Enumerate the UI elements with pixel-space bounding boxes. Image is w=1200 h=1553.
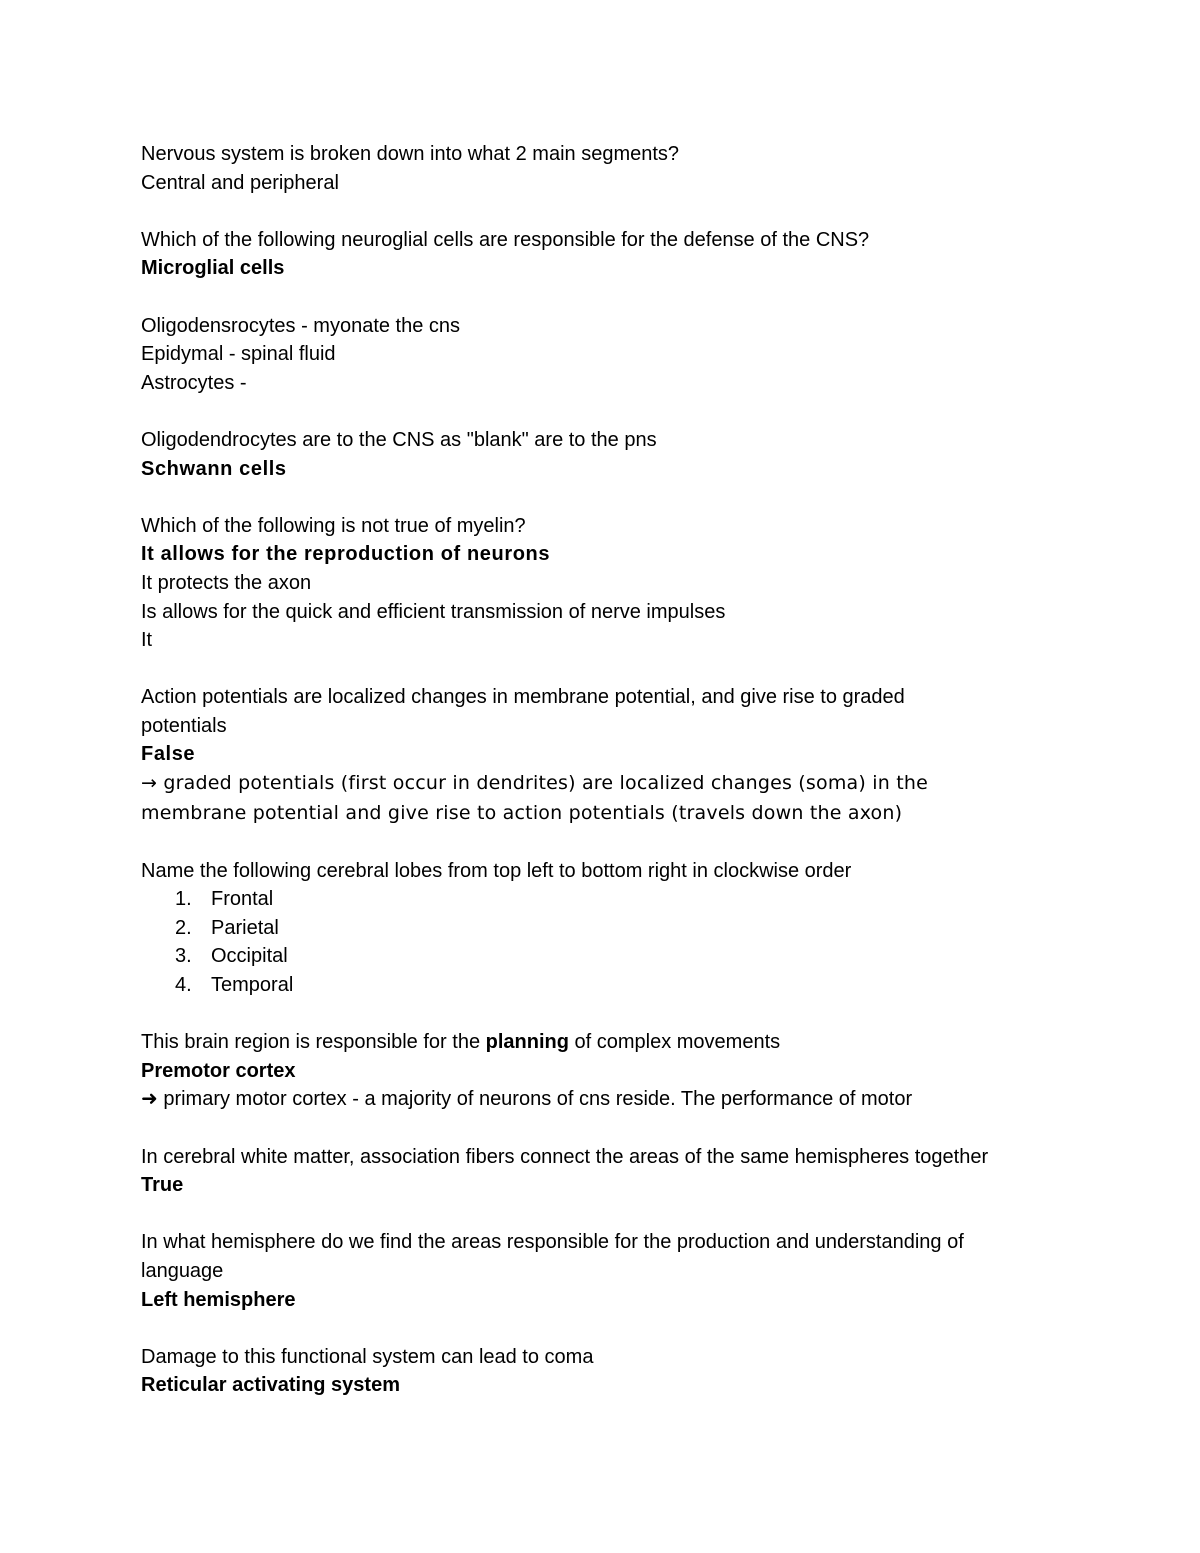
lobes-list bbox=[141, 885, 1101, 999]
spacer bbox=[141, 1000, 1101, 1029]
question-neuroglial-defense: Which of the following neuroglial cells are responsible for the defense of the CNS? bbox=[141, 228, 870, 251]
option-it: It bbox=[141, 629, 153, 652]
document-page bbox=[141, 140, 1101, 1400]
question-cerebral-lobes: Name the following cerebral lobes from top left to bottom right in clockwise order bbox=[141, 859, 852, 882]
question-brain-region bbox=[141, 1028, 1101, 1057]
answer-premotor-cortex: Premotor cortex bbox=[141, 1059, 296, 1082]
spacer bbox=[141, 1314, 1101, 1343]
note-astrocytes: Astrocytes - bbox=[141, 371, 247, 394]
note-primary-motor-cortex: ➜ primary motor cortex - a majority of neurons of cns reside. The performance of motor bbox=[141, 1088, 913, 1111]
explanation-graded-potentials: → graded potentials (first occur in dendrites) are localized changes (soma) in the membrane potential and give rise to action potentials (travels down the axon) bbox=[141, 772, 928, 824]
list-item-label: Temporal bbox=[211, 974, 294, 997]
list-item bbox=[141, 942, 1101, 971]
question-text: This brain region is responsible for the bbox=[141, 1031, 486, 1054]
option-protects-axon: It protects the axon bbox=[141, 571, 312, 594]
list-item-label: Parietal bbox=[211, 916, 279, 939]
option-quick-transmission: Is allows for the quick and efficient transmission of nerve impulses bbox=[141, 600, 726, 623]
answer-schwann: Schwann cells bbox=[141, 457, 287, 480]
answer-coma: Reticular activating system bbox=[141, 1374, 400, 1397]
answer-association-fibers: True bbox=[141, 1174, 184, 1197]
question-action-potentials: Action potentials are localized changes in membrane potential, and give rise to graded potentials bbox=[141, 686, 905, 737]
answer-language-hemisphere: Left hemisphere bbox=[141, 1288, 296, 1311]
answer-action-potentials: False bbox=[141, 743, 196, 766]
list-item-label: Occipital bbox=[211, 945, 288, 968]
question-myelin: Which of the following is not true of myelin? bbox=[141, 514, 526, 537]
question-association-fibers: In cerebral white matter, association fibers connect the areas of the same hemispheres together bbox=[141, 1145, 989, 1168]
answer-neuroglial-defense: Microglial cells bbox=[141, 257, 285, 280]
list-number: 2. bbox=[175, 916, 192, 939]
question-schwann: Oligodendrocytes are to the CNS as "blank" are to the pns bbox=[141, 428, 657, 451]
list-number: 3. bbox=[175, 945, 192, 968]
answer-myelin: It allows for the reproduction of neurons bbox=[141, 543, 551, 566]
question-text: of complex movements bbox=[568, 1031, 781, 1054]
note-ependymal: Epidymal - spinal fluid bbox=[141, 343, 336, 366]
list-number: 1. bbox=[175, 888, 192, 911]
spacer bbox=[141, 1114, 1101, 1143]
question-emphasis: planning bbox=[485, 1031, 569, 1054]
list-item-label: Frontal bbox=[211, 888, 274, 911]
spacer bbox=[141, 828, 1101, 857]
list-number: 4. bbox=[175, 974, 192, 997]
list-item bbox=[141, 971, 1101, 1000]
list-item bbox=[141, 914, 1101, 943]
list-item bbox=[141, 885, 1101, 914]
question-nervous-system: Nervous system is broken down into what 2 main segments? bbox=[141, 143, 680, 165]
note-oligodendrocytes: Oligodensrocytes - myonate the cns bbox=[141, 314, 461, 337]
spacer bbox=[141, 655, 1101, 684]
spacer bbox=[141, 1200, 1101, 1229]
question-language-hemisphere: In what hemisphere do we find the areas responsible for the production and understanding of language bbox=[141, 1231, 964, 1282]
spacer bbox=[141, 283, 1101, 312]
spacer bbox=[141, 483, 1101, 512]
question-coma: Damage to this functional system can lead to coma bbox=[141, 1345, 594, 1368]
spacer bbox=[141, 197, 1101, 226]
spacer bbox=[141, 397, 1101, 426]
answer-nervous-system: Central and peripheral bbox=[141, 171, 339, 194]
